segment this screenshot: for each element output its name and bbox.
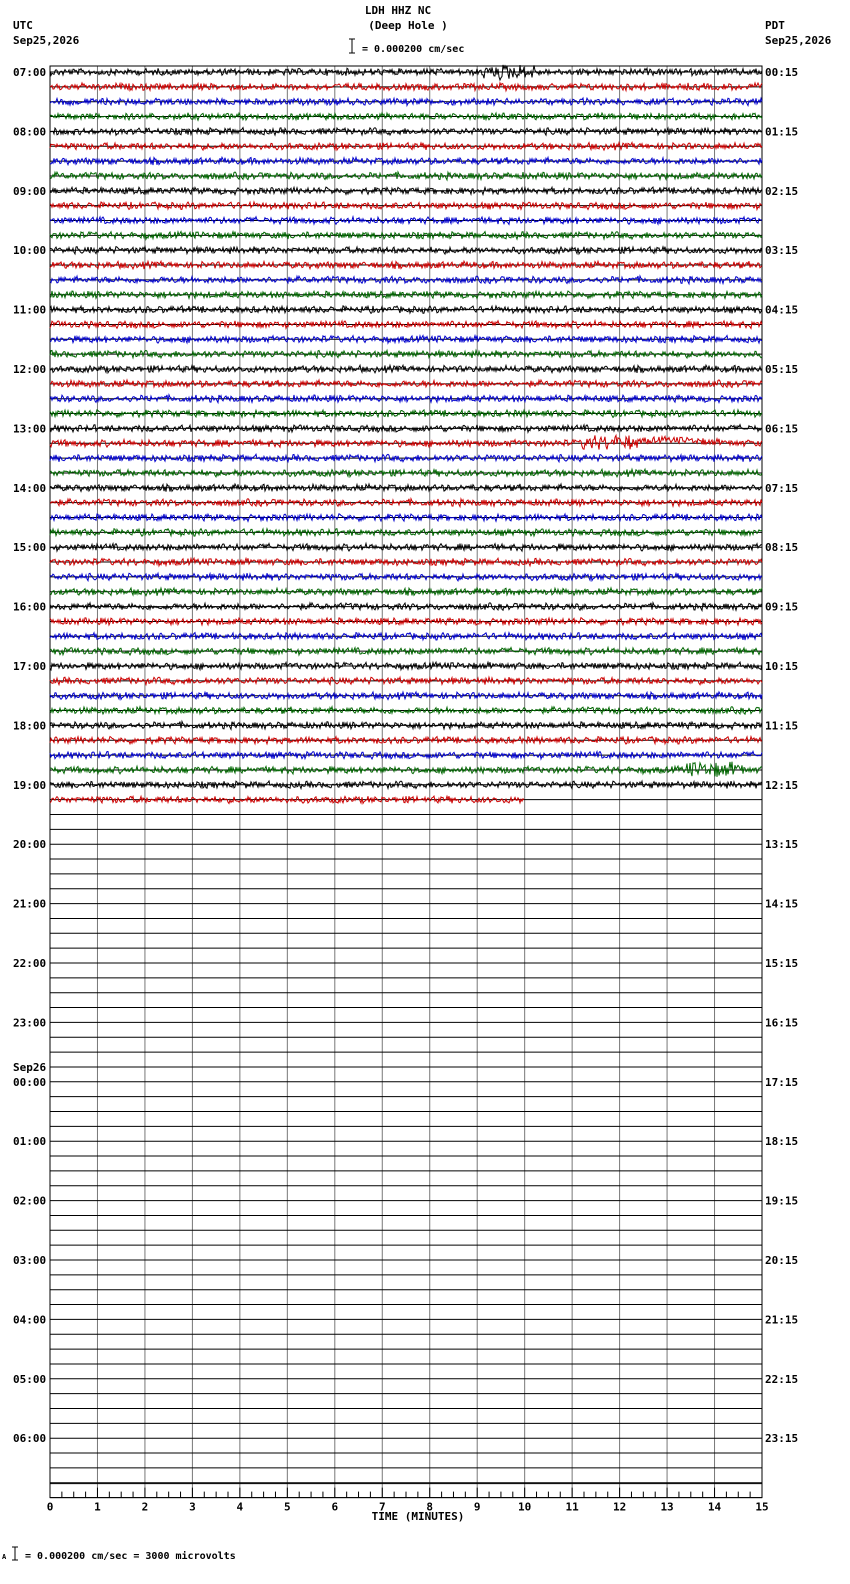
utc-hour-label: 12:00 — [13, 363, 47, 376]
x-tick-label: 1 — [94, 1500, 101, 1514]
x-tick-label: 2 — [141, 1500, 149, 1514]
pdt-hour-labels — [765, 66, 798, 1445]
pdt-hour-label: 22:15 — [765, 1372, 799, 1386]
footer-scale-text: = 0.000200 cm/sec = 3000 microvolts — [25, 1551, 236, 1562]
pdt-hour-label: 07:15 — [765, 481, 799, 495]
utc-hour-label: 22:00 — [13, 957, 47, 970]
seismic-trace — [50, 692, 762, 700]
x-tick-label: 8 — [426, 1500, 434, 1514]
pdt-hour-label: 19:15 — [765, 1194, 799, 1208]
utc-hour-label: 13:00 — [13, 422, 47, 436]
utc-hour-label: 20:00 — [13, 838, 47, 852]
date-change-label: Sep26 — [13, 1061, 47, 1074]
right-timezone: PDT — [765, 19, 785, 32]
x-tick-label: 15 — [755, 1500, 769, 1514]
footer-marker: A — [2, 1553, 7, 1561]
pdt-hour-label: 01:15 — [765, 125, 799, 139]
seismic-trace — [50, 435, 762, 449]
utc-hour-label: 18:00 — [13, 719, 47, 733]
x-tick-label: 10 — [518, 1500, 532, 1514]
utc-hour-label: 11:00 — [13, 303, 47, 317]
station-location: (Deep Hole ) — [368, 19, 448, 32]
pdt-hour-label: 21:15 — [765, 1313, 799, 1327]
seismic-trace — [50, 781, 762, 789]
utc-hour-label: 06:00 — [13, 1432, 47, 1446]
pdt-hour-label: 00:15 — [765, 66, 799, 79]
utc-hour-label: 15:00 — [13, 541, 47, 555]
x-tick-label: 7 — [378, 1500, 386, 1514]
x-tick-label: 6 — [331, 1500, 339, 1514]
pdt-hour-label: 02:15 — [765, 184, 799, 198]
footer-scale-bar-icon — [12, 1547, 18, 1560]
x-tick-label: 5 — [284, 1500, 291, 1514]
pdt-hour-label: 16:15 — [765, 1016, 799, 1030]
left-date: Sep25,2026 — [13, 34, 80, 47]
pdt-hour-label: 08:15 — [765, 541, 799, 555]
x-tick-label: 3 — [189, 1500, 196, 1514]
x-tick-label: 0 — [46, 1500, 54, 1514]
seismic-trace — [50, 529, 762, 537]
utc-hour-label: 07:00 — [13, 66, 47, 79]
x-tick-label: 13 — [660, 1500, 674, 1514]
utc-hour-label: 02:00 — [13, 1194, 47, 1208]
utc-hour-labels — [13, 66, 46, 1445]
pdt-hour-label: 20:15 — [765, 1254, 799, 1267]
utc-hour-label: 01:00 — [13, 1135, 47, 1149]
utc-hour-label: 03:00 — [13, 1254, 47, 1267]
pdt-hour-label: 14:15 — [765, 897, 799, 911]
utc-hour-label: 19:00 — [13, 778, 47, 792]
seismic-trace — [50, 737, 762, 745]
pdt-hour-label: 03:15 — [765, 244, 799, 258]
scale-bar-icon — [349, 39, 355, 53]
utc-hour-label: 05:00 — [13, 1372, 47, 1386]
left-timezone: UTC — [13, 19, 33, 32]
utc-hour-label: 04:00 — [13, 1313, 47, 1327]
pdt-hour-label: 23:15 — [765, 1432, 799, 1446]
utc-hour-label: 00:00 — [13, 1075, 47, 1089]
pdt-hour-label: 06:15 — [765, 422, 799, 436]
utc-hour-label: 08:00 — [13, 125, 47, 139]
scale-text: = 0.000200 cm/sec — [362, 44, 465, 55]
x-tick-label: 9 — [473, 1500, 481, 1514]
pdt-hour-label: 09:15 — [765, 600, 799, 614]
right-date: Sep25,2026 — [765, 34, 832, 47]
utc-hour-label: 10:00 — [13, 244, 47, 258]
x-tick-label: 14 — [707, 1500, 722, 1514]
pdt-hour-label: 11:15 — [765, 719, 799, 733]
pdt-hour-label: 17:15 — [765, 1075, 799, 1089]
station-title: LDH HHZ NC — [364, 4, 432, 17]
utc-hour-label: 23:00 — [13, 1016, 47, 1030]
seismic-trace — [50, 128, 762, 136]
pdt-hour-label: 12:15 — [765, 778, 799, 792]
utc-hour-label: 16:00 — [13, 600, 47, 614]
x-tick-label: 11 — [565, 1500, 579, 1514]
seismic-trace — [50, 762, 762, 777]
seismic-trace — [50, 677, 762, 685]
x-axis-label: TIME (MINUTES) — [371, 1510, 465, 1523]
pdt-hour-label: 15:15 — [765, 957, 799, 970]
pdt-hour-label: 18:15 — [765, 1135, 799, 1149]
utc-hour-label: 17:00 — [13, 660, 47, 673]
utc-hour-label: 21:00 — [13, 897, 47, 911]
seismic-trace — [50, 588, 762, 596]
pdt-hour-label: 05:15 — [765, 363, 799, 376]
pdt-hour-label: 04:15 — [765, 303, 799, 317]
x-tick-label: 12 — [612, 1500, 627, 1514]
pdt-hour-label: 13:15 — [765, 838, 799, 852]
seismic-trace — [50, 722, 762, 730]
seismic-trace — [50, 454, 762, 462]
pdt-hour-label: 10:15 — [765, 660, 799, 673]
utc-hour-label: 09:00 — [13, 184, 47, 198]
utc-hour-label: 14:00 — [13, 481, 47, 495]
x-tick-label: 4 — [236, 1500, 244, 1514]
